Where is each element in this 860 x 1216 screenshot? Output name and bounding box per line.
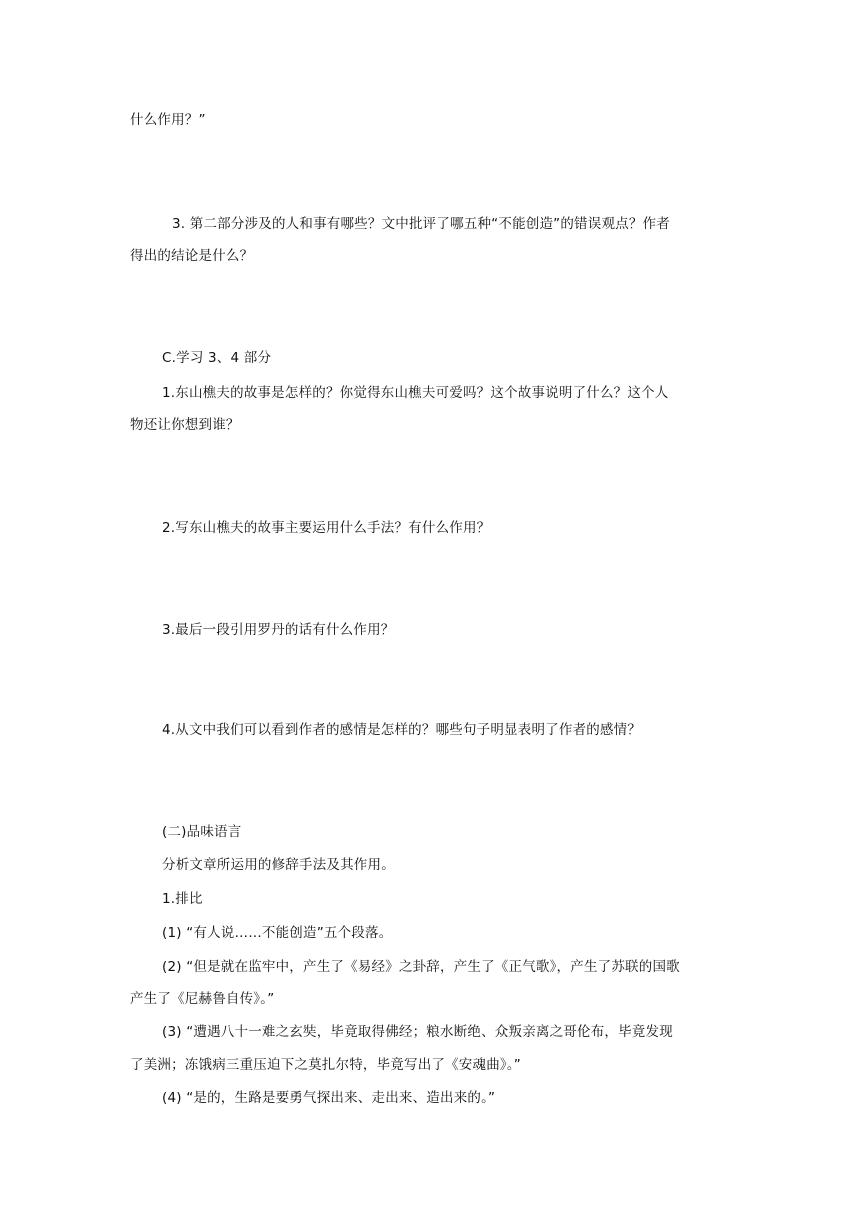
question-heading: 2.写东山樵夫的故事主要运用什么手法？有什么作用？ [162, 520, 491, 536]
text-line: 物还让你想到谁？ [130, 417, 240, 433]
question-heading: 1.东山樵夫的故事是怎样的？你觉得东山樵夫可爱吗？这个故事说明了什么？这个人 [162, 385, 669, 401]
list-item: (4) “是的，生路是要勇气探出来、走出来、造出来的。” [162, 1090, 496, 1106]
section-heading: (二)品味语言 [162, 824, 242, 840]
section-heading: C.学习 3、4 部分 [162, 350, 272, 366]
text-line: 分析文章所运用的修辞手法及其作用。 [162, 857, 395, 873]
text-line: 什么作用？” [130, 112, 206, 128]
subsection-heading: 1.排比 [162, 891, 203, 907]
list-item: (3) “遭遇八十一难之玄奘，毕竟取得佛经；粮水断绝、众叛亲离之哥伦布，毕竟发现 [162, 1024, 673, 1040]
list-item: (2) “但是就在监牢中，产生了《易经》之卦辞，产生了《正气歌》，产生了苏联的国歌 [162, 959, 680, 975]
list-item: (1) “有人说……不能创造”五个段落。 [162, 925, 393, 941]
text-line: 得出的结论是什么？ [130, 248, 254, 264]
question-heading: 4.从文中我们可以看到作者的感情是怎样的？哪些句子明显表明了作者的感情？ [162, 722, 642, 738]
question-heading: 3.最后一段引用罗丹的话有什么作用？ [162, 622, 395, 638]
text-line: 产生了《尼赫鲁自传》。” [130, 991, 275, 1007]
question-heading: 3. 第二部分涉及的人和事有哪些？文中批评了哪五种“不能创造”的错误观点？作者 [172, 216, 670, 232]
text-line: 了美洲；冻饿病三重压迫下之莫扎尔特，毕竟写出了《安魂曲》。” [130, 1057, 521, 1073]
